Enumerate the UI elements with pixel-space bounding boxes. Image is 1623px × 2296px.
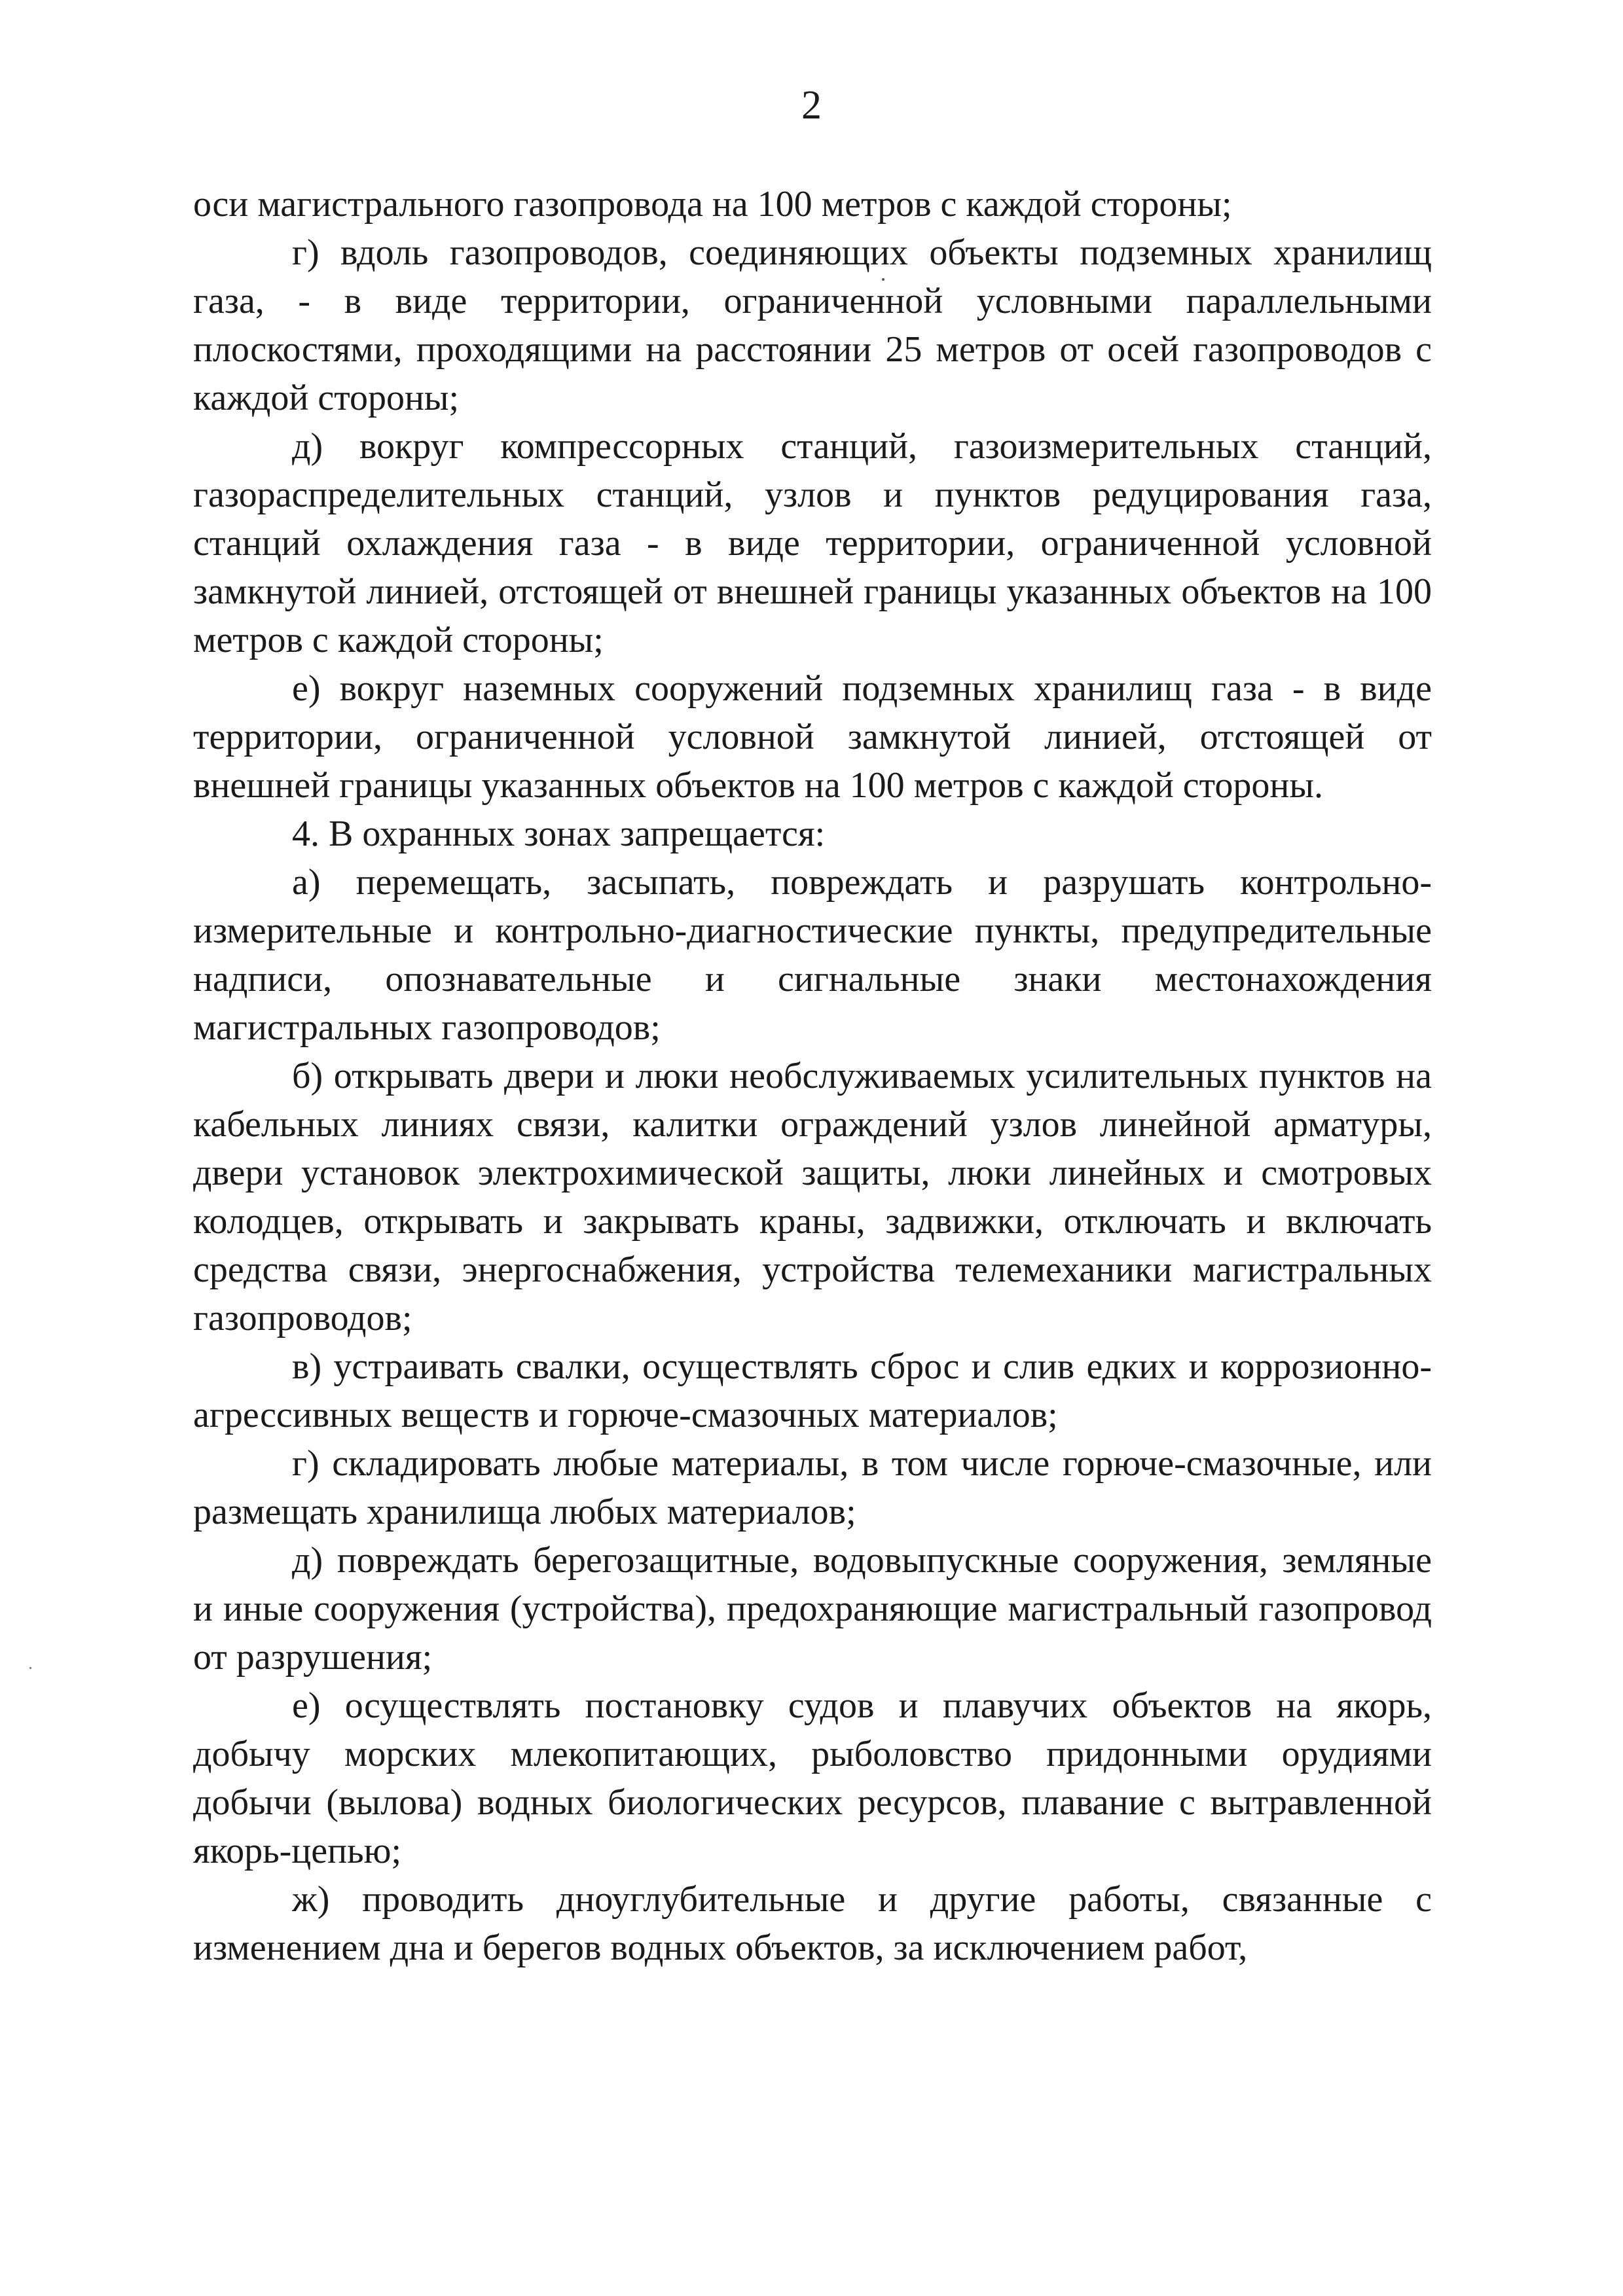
- paragraph-prohibition-b: б) открывать двери и люки необслуживаемых усилительных пунктов на кабельных линиях связи, калитки ограждений узлов линейной арматуры, двери установок электрохимической защиты, люки линейных и смотровых колодцев, открывать и закрывать краны, задвижки, отключать и включать средства связи, энергоснабжения, устройства телемеханики магистральных газопроводов;: [193, 1056, 1432, 1338]
- document-body: [193, 180, 1432, 1972]
- paragraph-item-d-compressor-stations: д) вокруг компрессорных станций, газоизмерительных станций, газораспределительных станций, узлов и пунктов редуцирования газа, станций охлаждения газа - в виде территории, ограниченной условной замкнутой линией, отстоящей от внешней границы указанных объектов на 100 метров с каждой стороны;: [193, 426, 1432, 660]
- paragraph-prohibition-v: в) устраивать свалки, осуществлять сброс и слив едких и коррозионно-агрессивных веществ и горюче-смазочных материалов;: [193, 1346, 1432, 1435]
- paragraph-prohibition-e: е) осуществлять постановку судов и плавучих объектов на якорь, добычу морских млекопитающих, рыболовство придонными орудиями добычи (вылова) водных биологических ресурсов, плавание с вытравленной якорь-цепью;: [193, 1685, 1432, 1871]
- page-number: 2: [801, 83, 822, 128]
- paragraph-item-g-underground-storage: г) вдоль газопроводов, соединяющих объекты подземных хранилищ газа, - в виде территории, ограниченной условными параллельными плоскостями, проходящими на расстоянии 25 метров от осей газопроводов с каждой стороны;: [193, 232, 1432, 418]
- paragraph-item-e-surface-structures: е) вокруг наземных сооружений подземных хранилищ газа - в виде территории, ограниченной условной замкнутой линией, отстоящей от внешней границы указанных объектов на 100 метров с каждой стороны.: [193, 668, 1432, 806]
- paragraph-prohibition-d: д) повреждать берегозащитные, водовыпускные сооружения, земляные и иные сооружения (устройства), предохраняющие магистральный газопровод от разрушения;: [193, 1540, 1432, 1677]
- paragraph-continuation: оси магистрального газопровода на 100 метров с каждой стороны;: [193, 184, 1232, 224]
- section-heading-prohibitions: 4. В охранных зонах запрещается:: [292, 814, 826, 854]
- scan-margin-mark: [29, 1667, 31, 1669]
- paragraph-prohibition-a: а) перемещать, засыпать, повреждать и разрушать контрольно-измерительные и контрольно-диагностические пункты, предупредительные надписи, опознавательные и сигнальные знаки местонахождения магистральных газопроводов;: [193, 862, 1432, 1048]
- paragraph-prohibition-zh: ж) проводить дноуглубительные и другие работы, связанные с изменением дна и берегов водных объектов, за исключением работ,: [193, 1879, 1432, 1968]
- paragraph-prohibition-g: г) складировать любые материалы, в том числе горюче-смазочные, или размещать хранилища любых материалов;: [193, 1443, 1432, 1532]
